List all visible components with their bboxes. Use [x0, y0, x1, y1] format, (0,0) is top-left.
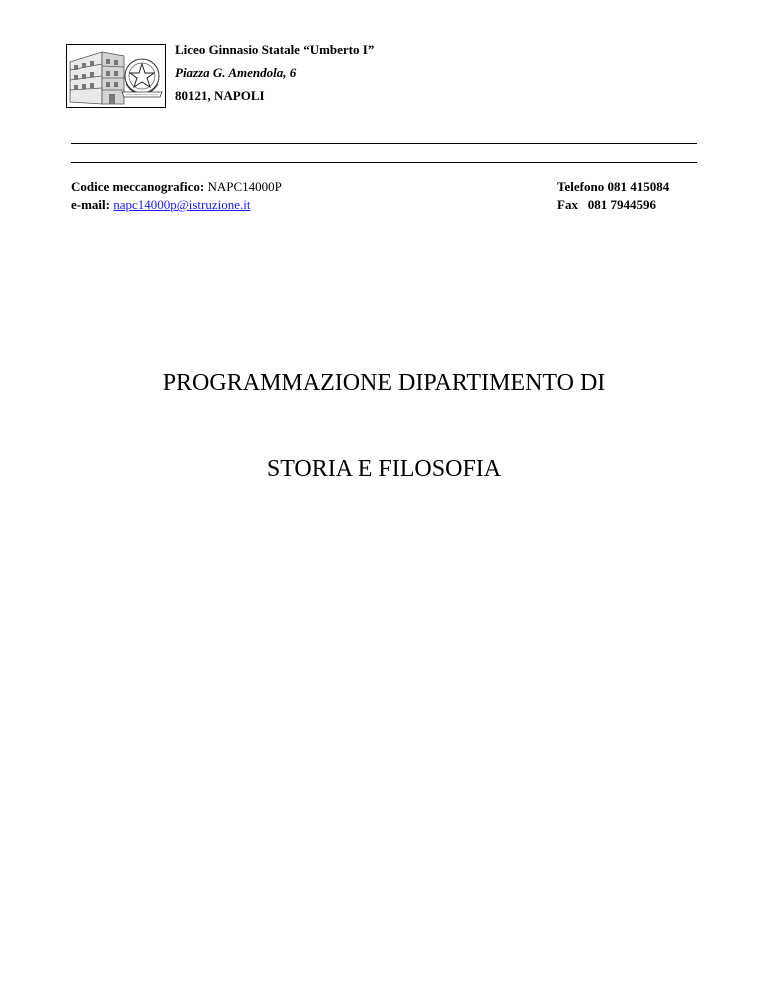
document-title-line-1: PROGRAMMAZIONE DIPARTIMENTO DI — [162, 370, 606, 396]
email-label: e-mail: — [71, 197, 110, 212]
fax-line — [557, 196, 669, 214]
email-link[interactable]: napc14000p@istruzione.it — [113, 197, 251, 212]
school-city: 80121, NAPOLI — [175, 88, 265, 103]
fax-label: Fax — [557, 197, 578, 212]
phone-label: Telefono — [557, 179, 605, 194]
school-street: Piazza G. Amendola, 6 — [175, 65, 297, 80]
phone-value: 081 415084 — [607, 179, 670, 194]
school-logo-icon — [66, 44, 166, 108]
phone-line — [557, 178, 669, 196]
fax-value: 081 7944596 — [587, 197, 656, 212]
header-divider-top — [71, 143, 697, 144]
email-line — [71, 196, 282, 214]
school-code-line — [71, 178, 282, 196]
header-divider-bottom — [71, 162, 697, 163]
document-title-line-2: STORIA E FILOSOFIA — [266, 456, 502, 482]
contact-right-block — [557, 178, 669, 214]
contact-left-block — [71, 178, 282, 214]
school-code-value: NAPC14000P — [207, 179, 282, 194]
school-name: Liceo Ginnasio Statale “Umberto I” — [175, 42, 375, 57]
school-code-label: Codice meccanografico: — [71, 179, 205, 194]
